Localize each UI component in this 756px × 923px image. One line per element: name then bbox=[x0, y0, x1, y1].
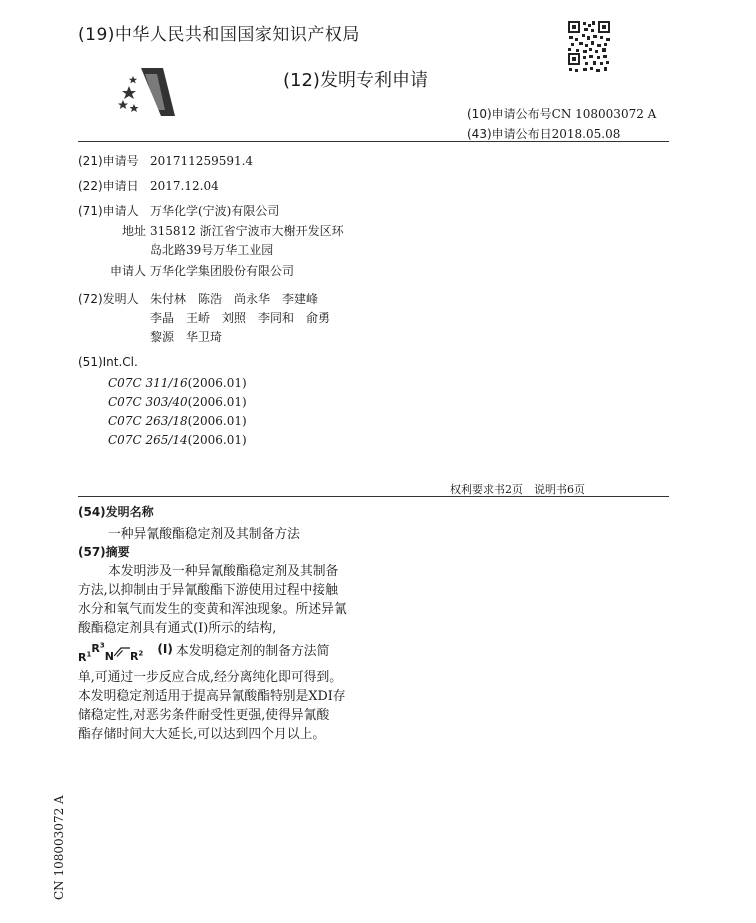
page-count: 权利要求书2页 说明书6页 bbox=[450, 483, 585, 496]
filing-date-label: (22)申请日 bbox=[78, 179, 139, 193]
header-divider bbox=[78, 141, 669, 142]
abstract-line: 本发明稳定剂的制备方法简 bbox=[175, 644, 330, 659]
publication-number-label: (10)申请公布号 bbox=[467, 107, 552, 121]
abstract-line: 单,可通过一步反应合成,经分离纯化即可得到。 bbox=[78, 670, 343, 685]
applicant-name: 万华化学(宁波)有限公司 bbox=[150, 204, 280, 218]
formula-r3: $R^3$ bbox=[91, 641, 105, 655]
abstract-line: 酯存储时间大大延长,可以达到四个月以上。 bbox=[78, 727, 326, 742]
abstract-line: 储稳定性,对恶劣条件耐受性更强,使得异氰酸 bbox=[78, 708, 330, 723]
application-number-row bbox=[78, 152, 253, 169]
address-label: 地址 bbox=[121, 224, 146, 238]
ipc-class bbox=[108, 433, 247, 447]
publication-date: 2018.05.08 bbox=[551, 127, 621, 141]
application-number: 201711259591.4 bbox=[150, 154, 254, 168]
publication-date-row bbox=[467, 125, 620, 142]
publication-number-row bbox=[467, 105, 656, 122]
abstract-label: (57)摘要 bbox=[78, 545, 130, 559]
section-divider bbox=[78, 496, 669, 497]
ipc-version: (2006.01) bbox=[187, 433, 247, 447]
address-line-2: 岛北路39号万华工业园 bbox=[150, 243, 274, 257]
address-line-1: 315812 浙江省宁波市大榭开发区环 bbox=[150, 224, 344, 238]
ipc-class bbox=[108, 376, 247, 390]
application-number-label: (21)申请号 bbox=[78, 154, 139, 168]
formula-label: (I) bbox=[157, 642, 173, 656]
title-label: (54)发明名称 bbox=[78, 505, 154, 519]
patent-emblem-icon bbox=[117, 66, 189, 118]
address-row bbox=[78, 222, 344, 239]
ipc-code: C07C 263/18 bbox=[108, 414, 188, 428]
document-type: (12)发明专利申请 bbox=[283, 70, 428, 91]
inventor-row bbox=[78, 290, 318, 307]
ipc-version: (2006.01) bbox=[187, 395, 247, 409]
inventor-label: (72)发明人 bbox=[78, 292, 139, 306]
ipc-class bbox=[108, 414, 247, 428]
formula-r2: $R^2$ bbox=[129, 649, 144, 663]
double-bond-icon bbox=[114, 646, 130, 658]
applicant-2-name: 万华化学集团股份有限公司 bbox=[150, 264, 295, 278]
ipc-class bbox=[108, 395, 247, 409]
inventors-line-3: 黎源 华卫琦 bbox=[150, 330, 223, 344]
abstract-line: 酸酯稳定剂具有通式(I)所示的结构, bbox=[78, 621, 277, 636]
ipc-code: C07C 265/14 bbox=[108, 433, 188, 447]
qr-code-icon bbox=[567, 20, 611, 74]
formula-r1: $R^1$ bbox=[78, 650, 92, 664]
formula-row bbox=[78, 640, 329, 664]
abstract-line: 水分和氧气而发生的变黄和浑浊现象。所述异氰 bbox=[78, 602, 347, 617]
ipc-version: (2006.01) bbox=[187, 414, 247, 428]
applicant-row bbox=[78, 202, 279, 219]
applicant-2-row bbox=[78, 262, 294, 279]
abstract-line: 方法,以抑制由于异氰酸酯下游使用过程中接触 bbox=[78, 583, 339, 598]
applicant-2-label: 申请人 bbox=[109, 264, 146, 278]
inventors-line-2: 李晶 王峤 刘照 李同和 俞勇 bbox=[150, 311, 331, 325]
ipc-version: (2006.01) bbox=[187, 376, 247, 390]
invention-title: 一种异氰酸酯稳定剂及其制备方法 bbox=[108, 527, 300, 542]
filing-date-row bbox=[78, 177, 219, 194]
inventors-line-1: 朱付林 陈浩 尚永华 李建峰 bbox=[150, 292, 319, 306]
formula-n: N bbox=[104, 650, 114, 663]
applicant-label: (71)申请人 bbox=[78, 204, 139, 218]
publication-date-label: (43)申请公布日 bbox=[467, 127, 552, 141]
publication-number: CN 108003072 A bbox=[551, 107, 657, 121]
ipc-code: C07C 311/16 bbox=[108, 376, 188, 390]
abstract-line: 本发明涉及一种异氰酸酯稳定剂及其制备 bbox=[108, 564, 339, 579]
int-cl-label: (51)Int.Cl. bbox=[78, 355, 138, 369]
abstract-line: 本发明稳定剂适用于提高异氰酸酯特别是XDI存 bbox=[78, 689, 346, 704]
ipc-code: C07C 303/40 bbox=[108, 395, 188, 409]
office-name: (19)中华人民共和国国家知识产权局 bbox=[78, 25, 360, 45]
filing-date: 2017.12.04 bbox=[150, 179, 219, 193]
side-publication-number: CN 108003072 A bbox=[52, 795, 66, 900]
